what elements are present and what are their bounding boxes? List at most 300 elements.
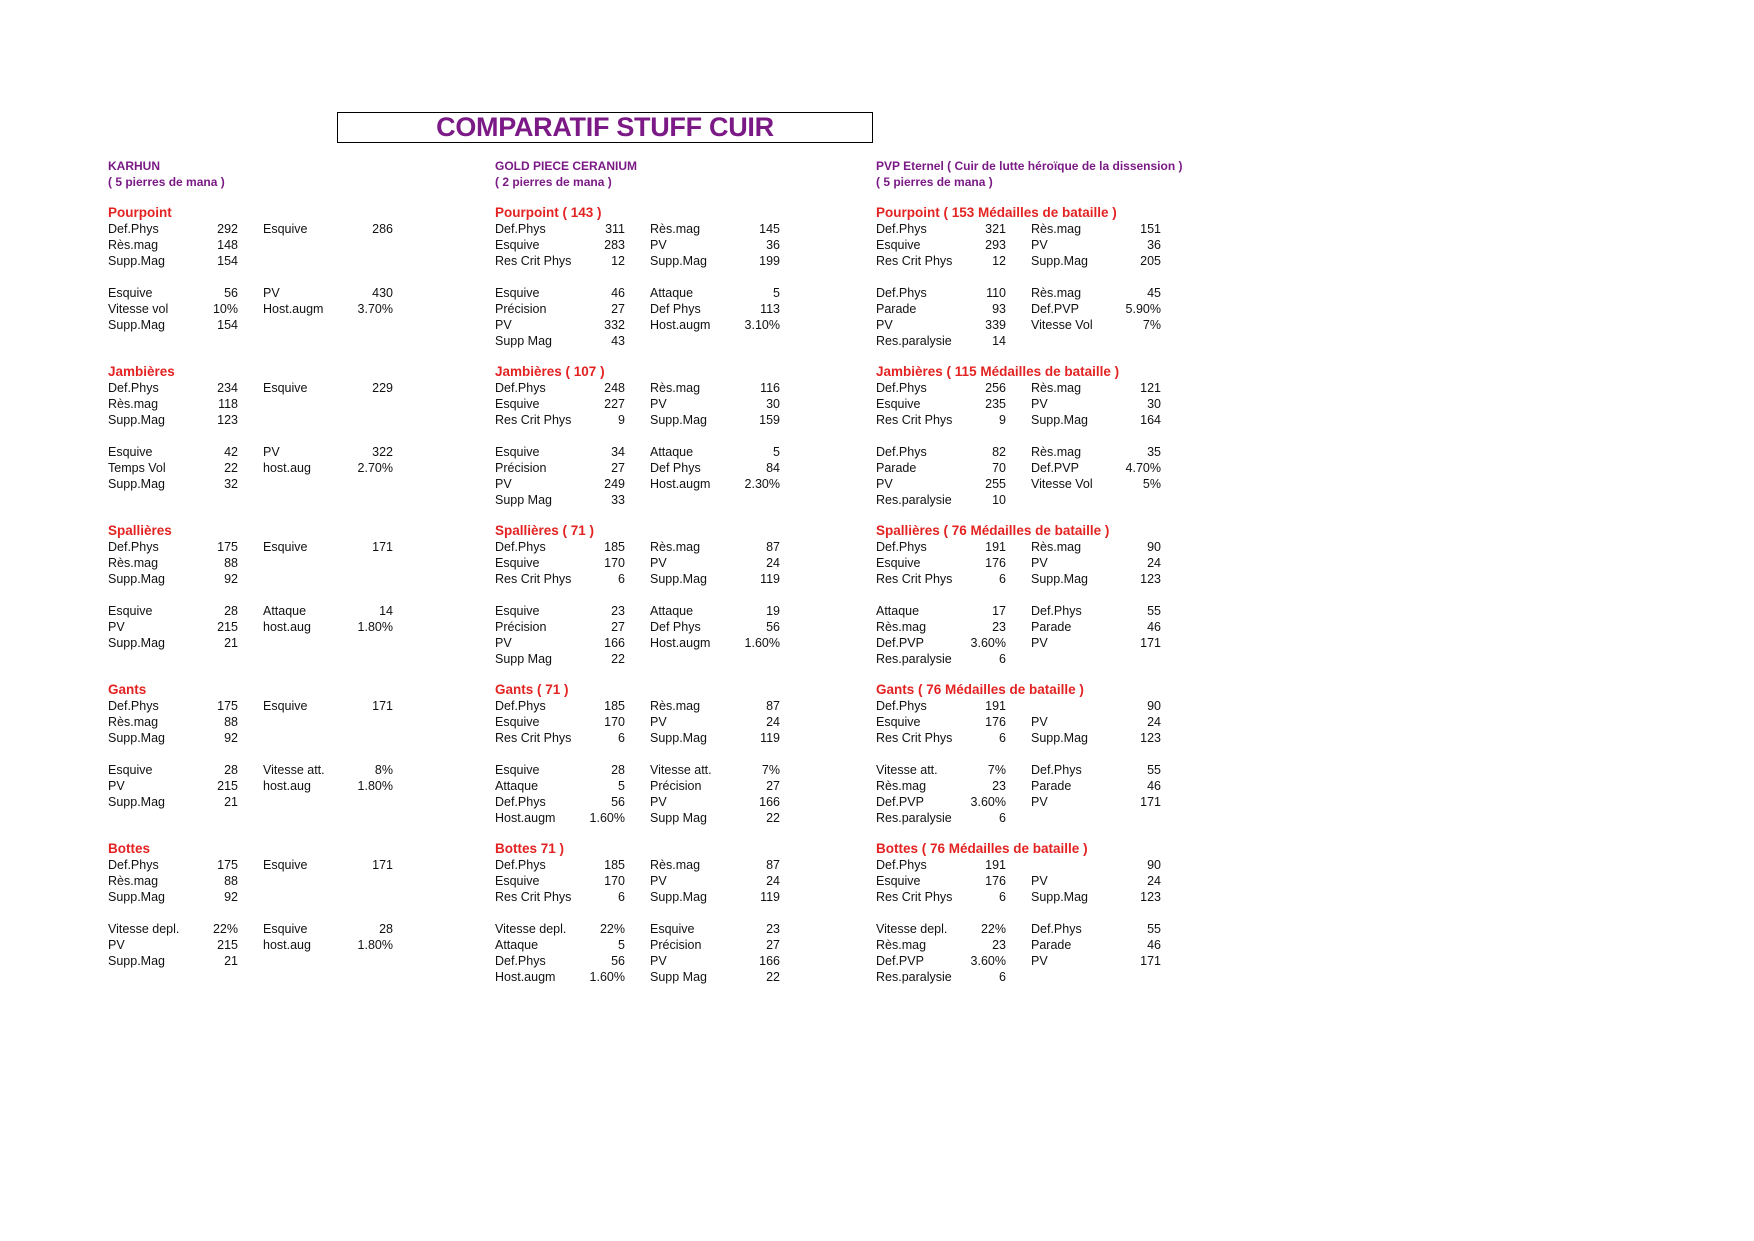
stat-label: PV <box>650 556 667 570</box>
stat-value: 234 <box>217 381 238 395</box>
stat-value: 22% <box>980 922 1006 936</box>
stat-label: Esquive <box>108 286 153 300</box>
stat-value: 164 <box>1140 413 1161 427</box>
stat-label: Attaque <box>263 604 307 618</box>
stat-value: 176 <box>985 874 1006 888</box>
stat-value: 321 <box>985 222 1006 236</box>
stat-row <box>108 571 508 587</box>
stat-row <box>495 571 895 587</box>
stat-label: Def.Phys <box>876 445 927 459</box>
stat-row <box>108 492 508 508</box>
stat-label: Supp.Mag <box>650 731 707 745</box>
stat-label: Esquive <box>876 874 921 888</box>
stat-label: Esquive <box>495 763 540 777</box>
stat-row <box>495 221 895 237</box>
stat-value: 36 <box>1147 238 1161 252</box>
stat-row <box>108 810 508 826</box>
stat-label: Temps Vol <box>108 461 166 475</box>
stat-label: Res Crit Phys <box>495 572 572 586</box>
stat-label: Supp.Mag <box>108 731 165 745</box>
stat-row <box>495 539 895 555</box>
stat-label: Def.PVP <box>876 636 924 650</box>
stat-value: 171 <box>1140 954 1161 968</box>
stat-label: Esquive <box>876 397 921 411</box>
stat-label: PV <box>263 445 280 459</box>
stat-value: 255 <box>985 477 1006 491</box>
stat-label: Res.paralysie <box>876 970 952 984</box>
stat-value: 27 <box>766 779 780 793</box>
stat-row <box>876 476 1276 492</box>
stat-row <box>108 921 508 937</box>
stat-label: host.aug <box>263 779 311 793</box>
stat-label: Esquive <box>263 699 308 713</box>
stat-label: Précision <box>495 461 547 475</box>
stat-value: 3.70% <box>357 302 393 316</box>
stat-value: 5 <box>773 445 780 459</box>
gear-section <box>108 522 508 667</box>
stat-row <box>495 603 895 619</box>
stat-value: 12 <box>611 254 625 268</box>
section-title: Spallières ( 76 Médailles de bataille ) <box>876 523 1110 538</box>
stat-label: Def.Phys <box>1031 604 1082 618</box>
stat-label: Supp.Mag <box>650 413 707 427</box>
stat-row <box>495 428 895 444</box>
stat-value: 32 <box>224 477 238 491</box>
stat-label: PV <box>650 874 667 888</box>
stat-value: 159 <box>759 413 780 427</box>
stat-label: Supp.Mag <box>650 890 707 904</box>
gear-section <box>876 204 1276 349</box>
stat-label: Def.PVP <box>1031 461 1079 475</box>
stat-value: 249 <box>604 477 625 491</box>
stat-value: 21 <box>224 636 238 650</box>
stat-row <box>495 269 895 285</box>
stat-label: Res.paralysie <box>876 652 952 666</box>
stat-value: 23 <box>992 620 1006 634</box>
stat-label: Def.Phys <box>495 858 546 872</box>
stat-row <box>108 698 508 714</box>
gear-section <box>495 204 895 349</box>
stat-value: 14 <box>379 604 393 618</box>
stat-label: Attaque <box>650 445 694 459</box>
stat-row <box>108 301 508 317</box>
stat-label: Supp.Mag <box>108 954 165 968</box>
stat-row <box>108 714 508 730</box>
stat-label: Rès.mag <box>876 938 927 952</box>
stat-value: 30 <box>1147 397 1161 411</box>
stat-row <box>495 587 895 603</box>
stat-row <box>495 873 895 889</box>
stat-value: 248 <box>604 381 625 395</box>
stat-value: 7% <box>987 763 1006 777</box>
stat-label: Def.Phys <box>495 381 546 395</box>
stat-label: Parade <box>876 461 917 475</box>
stat-value: 22 <box>766 970 780 984</box>
stat-value: 1.60% <box>589 811 625 825</box>
stat-label: Res Crit Phys <box>876 572 953 586</box>
stat-value: 119 <box>760 572 780 586</box>
stat-label: Supp.Mag <box>1031 731 1088 745</box>
column-name: GOLD PIECE CERANIUM <box>495 159 638 173</box>
stat-label: Def Phys <box>650 620 701 634</box>
stat-row <box>876 794 1276 810</box>
stat-row <box>876 237 1276 253</box>
stat-row <box>108 555 508 571</box>
page-title: COMPARATIF STUFF CUIR <box>337 112 873 143</box>
stat-row <box>108 905 508 921</box>
stat-row <box>108 857 508 873</box>
gear-section <box>495 363 895 508</box>
stat-label: Res Crit Phys <box>495 890 572 904</box>
stat-value: 56 <box>611 954 625 968</box>
stat-label: Rès.mag <box>650 858 701 872</box>
stat-value: 185 <box>604 699 625 713</box>
stat-label: Def.Phys <box>495 540 546 554</box>
stat-row <box>876 587 1276 603</box>
stat-row <box>876 873 1276 889</box>
stat-label: Rès.mag <box>108 556 159 570</box>
stat-label: Host.augm <box>650 318 711 332</box>
stat-row <box>876 953 1276 969</box>
stat-value: 23 <box>992 779 1006 793</box>
stat-label: PV <box>108 620 125 634</box>
stat-value: 116 <box>760 381 780 395</box>
stat-label: Supp.Mag <box>1031 254 1088 268</box>
stat-label: Host.augm <box>650 477 711 491</box>
stat-label: Res Crit Phys <box>876 254 953 268</box>
column-subtitle: ( 2 pierres de mana ) <box>495 175 612 189</box>
stat-label: Def Phys <box>650 461 701 475</box>
stat-row <box>108 937 508 953</box>
stat-value: 215 <box>217 620 238 634</box>
stat-label: Esquive <box>495 874 540 888</box>
stat-value: 6 <box>999 652 1006 666</box>
stat-row <box>108 889 508 905</box>
stat-label: PV <box>1031 874 1048 888</box>
stat-label: Host.augm <box>263 302 324 316</box>
stat-label: Rès.mag <box>1031 381 1082 395</box>
stat-label: PV <box>495 477 512 491</box>
stat-label: Rès.mag <box>108 397 159 411</box>
stat-label: PV <box>650 715 667 729</box>
stat-value: 166 <box>759 795 780 809</box>
stat-row <box>108 476 508 492</box>
stat-row <box>876 714 1276 730</box>
stat-label: PV <box>876 477 893 491</box>
stat-value: 154 <box>217 318 238 332</box>
stat-value: 6 <box>999 970 1006 984</box>
column-1 <box>108 158 508 999</box>
stat-label: Précision <box>650 938 702 952</box>
stat-row <box>876 746 1276 762</box>
stat-value: 46 <box>1147 779 1161 793</box>
stat-label: Esquive <box>263 858 308 872</box>
stat-value: 9 <box>618 413 625 427</box>
stat-label: Parade <box>1031 938 1072 952</box>
stat-label: host.aug <box>263 938 311 952</box>
stat-label: Supp.Mag <box>1031 572 1088 586</box>
stat-value: 88 <box>224 874 238 888</box>
stat-value: 23 <box>766 922 780 936</box>
stat-row <box>108 619 508 635</box>
stat-label: Rès.mag <box>876 620 927 634</box>
stat-value: 6 <box>618 572 625 586</box>
stat-row <box>876 651 1276 667</box>
stat-row <box>495 778 895 794</box>
stat-value: 88 <box>224 556 238 570</box>
stat-label: Def.Phys <box>876 858 927 872</box>
stat-label: Def Phys <box>650 302 701 316</box>
stat-value: 283 <box>604 238 625 252</box>
stat-label: Vitesse depl. <box>876 922 948 936</box>
stat-label: Supp.Mag <box>650 572 707 586</box>
stat-value: 1.80% <box>357 620 393 634</box>
stat-label: PV <box>1031 238 1048 252</box>
stat-value: 5 <box>618 938 625 952</box>
stat-value: 46 <box>611 286 625 300</box>
stat-row <box>108 444 508 460</box>
stat-value: 176 <box>985 556 1006 570</box>
column-name: PVP Eternel ( Cuir de lutte héroïque de la dissension ) <box>876 159 1183 173</box>
stat-value: 5.90% <box>1125 302 1161 316</box>
stat-label: PV <box>650 397 667 411</box>
stat-label: host.aug <box>263 620 311 634</box>
stat-value: 286 <box>372 222 393 236</box>
stat-value: 28 <box>379 922 393 936</box>
stat-label: PV <box>495 636 512 650</box>
stat-label: Def.Phys <box>495 699 546 713</box>
stat-value: 87 <box>766 540 780 554</box>
stat-label: Esquive <box>263 540 308 554</box>
stat-value: 56 <box>766 620 780 634</box>
section-title: Bottes <box>108 841 151 856</box>
stat-value: 191 <box>985 858 1006 872</box>
stat-label: Vitesse att. <box>650 763 712 777</box>
section-title: Pourpoint ( 143 ) <box>495 205 602 220</box>
stat-value: 151 <box>1140 222 1161 236</box>
stat-label: Précision <box>495 302 547 316</box>
stat-label: Esquive <box>108 445 153 459</box>
stat-value: 191 <box>985 699 1006 713</box>
stat-row <box>108 730 508 746</box>
stat-value: 3.60% <box>970 636 1006 650</box>
stat-value: 87 <box>766 858 780 872</box>
stat-label: Rès.mag <box>108 715 159 729</box>
stat-label: Supp Mag <box>495 493 552 507</box>
stat-value: 3.60% <box>970 954 1006 968</box>
stat-value: 22 <box>224 461 238 475</box>
stat-value: 22 <box>766 811 780 825</box>
stat-row <box>876 301 1276 317</box>
stat-value: 90 <box>1147 858 1161 872</box>
stat-row <box>495 460 895 476</box>
stat-label: Rès.mag <box>650 699 701 713</box>
stat-row <box>495 810 895 826</box>
stat-label: Res Crit Phys <box>495 254 572 268</box>
stat-value: 27 <box>766 938 780 952</box>
stat-value: 113 <box>760 302 780 316</box>
stat-value: 110 <box>986 286 1006 300</box>
stat-value: 34 <box>611 445 625 459</box>
stat-value: 119 <box>760 890 780 904</box>
stat-label: Précision <box>650 779 702 793</box>
stat-value: 56 <box>611 795 625 809</box>
stat-row <box>876 730 1276 746</box>
stat-value: 87 <box>766 699 780 713</box>
stat-row <box>876 380 1276 396</box>
stat-row <box>495 555 895 571</box>
stat-value: 171 <box>1140 636 1161 650</box>
stat-value: 23 <box>611 604 625 618</box>
stat-label: Rès.mag <box>876 779 927 793</box>
section-title: Bottes 71 ) <box>495 841 565 856</box>
stat-value: 191 <box>985 540 1006 554</box>
stat-value: 1.80% <box>357 779 393 793</box>
section-title: Spallières <box>108 523 172 538</box>
stat-label: Vitesse Vol <box>1031 318 1093 332</box>
stat-label: Def.Phys <box>108 699 159 713</box>
stat-row <box>876 571 1276 587</box>
stat-value: 45 <box>1147 286 1161 300</box>
stat-label: Supp.Mag <box>108 636 165 650</box>
stat-row <box>495 794 895 810</box>
stat-value: 430 <box>372 286 393 300</box>
stat-value: 22 <box>611 652 625 666</box>
stat-row <box>876 396 1276 412</box>
stat-label: Supp.Mag <box>108 572 165 586</box>
stat-label: Def.Phys <box>108 381 159 395</box>
stat-row <box>876 285 1276 301</box>
stat-row <box>108 762 508 778</box>
stat-row <box>495 698 895 714</box>
stat-label: Esquive <box>650 922 695 936</box>
stat-value: 92 <box>224 572 238 586</box>
stat-label: Res Crit Phys <box>876 890 953 904</box>
stat-label: Parade <box>1031 779 1072 793</box>
stat-value: 171 <box>372 858 393 872</box>
stat-value: 145 <box>759 222 780 236</box>
gear-section <box>108 681 508 826</box>
stat-label: Supp.Mag <box>108 318 165 332</box>
stat-label: Vitesse att. <box>263 763 325 777</box>
stat-label: PV <box>650 238 667 252</box>
stat-label: Res Crit Phys <box>876 413 953 427</box>
stat-label: Supp.Mag <box>1031 890 1088 904</box>
stat-label: PV <box>1031 715 1048 729</box>
stat-value: 123 <box>1140 572 1161 586</box>
stat-value: 43 <box>611 334 625 348</box>
stat-label: Esquive <box>108 763 153 777</box>
stat-value: 24 <box>1147 874 1161 888</box>
stat-value: 170 <box>604 715 625 729</box>
stat-value: 24 <box>1147 556 1161 570</box>
stat-label: Res.paralysie <box>876 334 952 348</box>
stat-value: 24 <box>766 715 780 729</box>
stat-value: 17 <box>992 604 1006 618</box>
stat-value: 92 <box>224 731 238 745</box>
stat-label: PV <box>1031 556 1048 570</box>
stat-value: 10 <box>992 493 1006 507</box>
stat-value: 28 <box>611 763 625 777</box>
stat-value: 215 <box>217 779 238 793</box>
stat-label: Parade <box>876 302 917 316</box>
stat-row <box>495 492 895 508</box>
stat-label: Esquive <box>876 238 921 252</box>
stat-label: PV <box>108 938 125 952</box>
stat-value: 24 <box>1147 715 1161 729</box>
stat-label: Res.paralysie <box>876 811 952 825</box>
stat-row <box>876 905 1276 921</box>
gear-section <box>876 522 1276 667</box>
stat-value: 293 <box>985 238 1006 252</box>
stat-label: Def.Phys <box>1031 763 1082 777</box>
stat-label: Supp.Mag <box>1031 413 1088 427</box>
column-subtitle: ( 5 pierres de mana ) <box>108 175 225 189</box>
stat-value: 5 <box>618 779 625 793</box>
stat-value: 215 <box>217 938 238 952</box>
stat-label: Rès.mag <box>650 381 701 395</box>
stat-label: Supp.Mag <box>108 890 165 904</box>
stat-row <box>495 730 895 746</box>
stat-row <box>876 762 1276 778</box>
stat-row <box>108 412 508 428</box>
stat-row <box>876 778 1276 794</box>
stat-value: 170 <box>604 556 625 570</box>
stat-row <box>495 412 895 428</box>
stat-row <box>495 857 895 873</box>
stat-label: PV <box>1031 795 1048 809</box>
stat-value: 24 <box>766 874 780 888</box>
stat-value: 55 <box>1147 922 1161 936</box>
stat-row <box>876 810 1276 826</box>
stat-label: Rès.mag <box>1031 222 1082 236</box>
section-title: Pourpoint <box>108 205 172 220</box>
stat-row <box>108 253 508 269</box>
stat-label: Esquive <box>108 604 153 618</box>
stat-label: Host.augm <box>650 636 711 650</box>
stat-label: Def.Phys <box>108 858 159 872</box>
stat-row <box>108 953 508 969</box>
stat-value: 171 <box>372 540 393 554</box>
stat-value: 55 <box>1147 604 1161 618</box>
stat-label: Vitesse depl. <box>495 922 567 936</box>
stat-row <box>108 333 508 349</box>
stat-value: 3.60% <box>970 795 1006 809</box>
stat-value: 170 <box>604 874 625 888</box>
stat-label: Esquive <box>495 238 540 252</box>
stat-row <box>108 428 508 444</box>
stat-value: 42 <box>224 445 238 459</box>
stat-label: Supp.Mag <box>650 254 707 268</box>
stat-value: 10% <box>212 302 238 316</box>
stat-row <box>108 603 508 619</box>
gear-section <box>108 363 508 508</box>
stat-value: 5 <box>773 286 780 300</box>
stat-row <box>495 619 895 635</box>
stat-value: 93 <box>992 302 1006 316</box>
stat-value: 21 <box>224 795 238 809</box>
stat-value: 70 <box>992 461 1006 475</box>
stat-value: 7% <box>761 763 780 777</box>
stat-value: 36 <box>766 238 780 252</box>
stat-label: Supp.Mag <box>108 413 165 427</box>
stat-value: 119 <box>760 731 780 745</box>
stat-value: 205 <box>1140 254 1161 268</box>
stat-value: 171 <box>1140 795 1161 809</box>
stat-row <box>876 698 1276 714</box>
stat-row <box>495 237 895 253</box>
stat-row <box>108 794 508 810</box>
